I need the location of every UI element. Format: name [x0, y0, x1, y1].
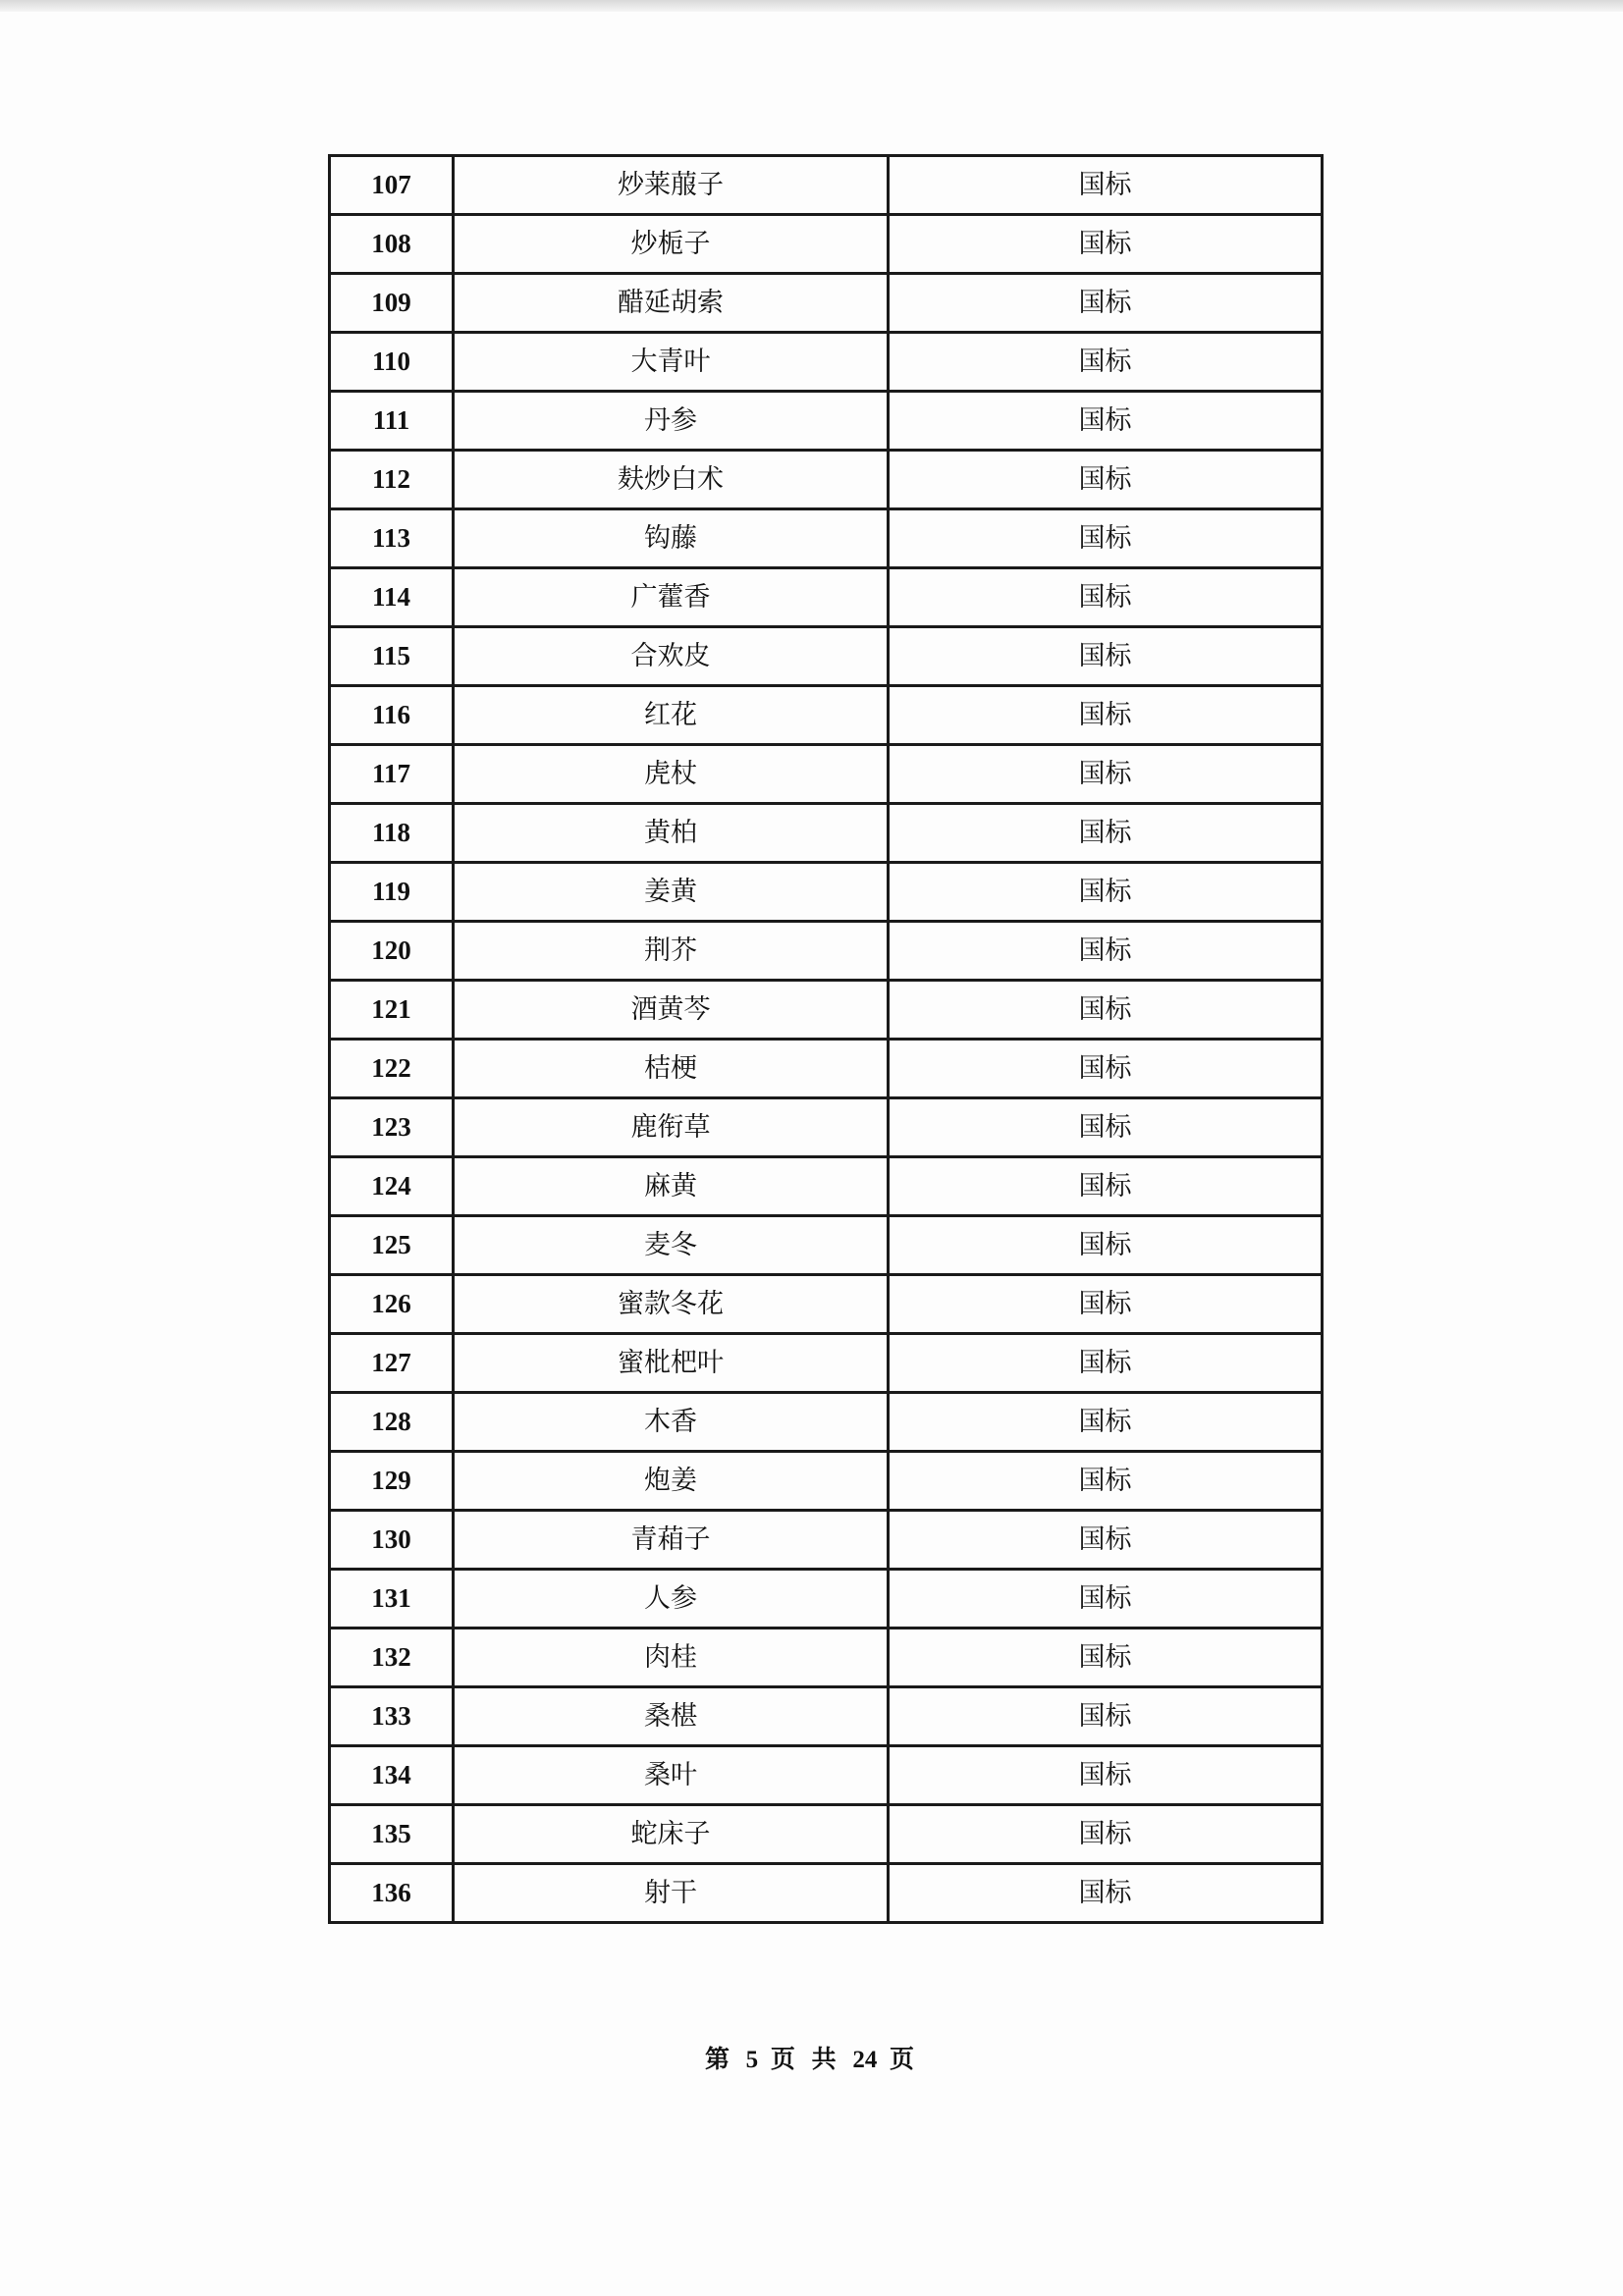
- row-number: 127: [330, 1334, 454, 1393]
- drug-name: 射干: [454, 1864, 889, 1923]
- standard-type: 国标: [889, 981, 1323, 1040]
- standard-type: 国标: [889, 1452, 1323, 1511]
- table-row: [330, 1511, 1323, 1570]
- row-number: 136: [330, 1864, 454, 1923]
- row-number: 124: [330, 1157, 454, 1216]
- standard-type: 国标: [889, 156, 1323, 215]
- drug-name: 人参: [454, 1570, 889, 1629]
- standard-type: 国标: [889, 1216, 1323, 1275]
- drug-name: 桔梗: [454, 1040, 889, 1098]
- table-row: [330, 922, 1323, 981]
- standard-type: 国标: [889, 451, 1323, 509]
- drug-name: 蜜枇杷叶: [454, 1334, 889, 1393]
- table-row: [330, 1746, 1323, 1805]
- row-number: 112: [330, 451, 454, 509]
- table-row: [330, 1275, 1323, 1334]
- standard-type: 国标: [889, 863, 1323, 922]
- table-row: [330, 1864, 1323, 1923]
- standard-type: 国标: [889, 1511, 1323, 1570]
- drug-name: 蛇床子: [454, 1805, 889, 1864]
- drug-name: 丹参: [454, 392, 889, 451]
- row-number: 114: [330, 568, 454, 627]
- standard-type: 国标: [889, 333, 1323, 392]
- table-row: [330, 1216, 1323, 1275]
- page-footer: [0, 2040, 1623, 2075]
- table-row: [330, 1452, 1323, 1511]
- standard-type: 国标: [889, 1040, 1323, 1098]
- table-row: [330, 804, 1323, 863]
- standard-type: 国标: [889, 922, 1323, 981]
- footer-prefix: 第: [704, 2045, 733, 2073]
- drug-name: 红花: [454, 686, 889, 745]
- row-number: 110: [330, 333, 454, 392]
- table-row: [330, 1687, 1323, 1746]
- table-row: [330, 1334, 1323, 1393]
- standard-type: 国标: [889, 686, 1323, 745]
- standard-type: 国标: [889, 215, 1323, 274]
- row-number: 122: [330, 1040, 454, 1098]
- row-number: 120: [330, 922, 454, 981]
- row-number: 125: [330, 1216, 454, 1275]
- table-row: [330, 1157, 1323, 1216]
- row-number: 132: [330, 1629, 454, 1687]
- table-row: [330, 215, 1323, 274]
- drug-name: 钩藤: [454, 509, 889, 568]
- table-body: [330, 156, 1323, 1923]
- row-number: 134: [330, 1746, 454, 1805]
- drug-name: 广藿香: [454, 568, 889, 627]
- table-row: [330, 1629, 1323, 1687]
- drug-name: 大青叶: [454, 333, 889, 392]
- row-number: 133: [330, 1687, 454, 1746]
- table-row: [330, 333, 1323, 392]
- standard-type: 国标: [889, 1805, 1323, 1864]
- standard-type: 国标: [889, 804, 1323, 863]
- row-number: 111: [330, 392, 454, 451]
- standard-type: 国标: [889, 274, 1323, 333]
- row-number: 126: [330, 1275, 454, 1334]
- table-row: [330, 745, 1323, 804]
- drug-name: 醋延胡索: [454, 274, 889, 333]
- standard-type: 国标: [889, 1629, 1323, 1687]
- table-row: [330, 627, 1323, 686]
- row-number: 123: [330, 1098, 454, 1157]
- standard-type: 国标: [889, 1275, 1323, 1334]
- drug-name: 荆芥: [454, 922, 889, 981]
- standard-type: 国标: [889, 1157, 1323, 1216]
- standard-type: 国标: [889, 1570, 1323, 1629]
- table-row: [330, 274, 1323, 333]
- row-number: 118: [330, 804, 454, 863]
- drug-name: 黄柏: [454, 804, 889, 863]
- standard-type: 国标: [889, 627, 1323, 686]
- standard-type: 国标: [889, 1334, 1323, 1393]
- row-number: 129: [330, 1452, 454, 1511]
- footer-suffix: 页: [890, 2045, 919, 2073]
- drug-name: 麻黄: [454, 1157, 889, 1216]
- row-number: 121: [330, 981, 454, 1040]
- standard-type: 国标: [889, 568, 1323, 627]
- row-number: 131: [330, 1570, 454, 1629]
- row-number: 109: [330, 274, 454, 333]
- drug-name: 虎杖: [454, 745, 889, 804]
- row-number: 115: [330, 627, 454, 686]
- drug-name: 肉桂: [454, 1629, 889, 1687]
- table-row: [330, 451, 1323, 509]
- drug-name: 麦冬: [454, 1216, 889, 1275]
- standard-type: 国标: [889, 1687, 1323, 1746]
- row-number: 116: [330, 686, 454, 745]
- footer-middle: 页 共: [770, 2045, 840, 2073]
- drug-standard-table: [328, 154, 1324, 1924]
- table-row: [330, 392, 1323, 451]
- drug-name: 桑椹: [454, 1687, 889, 1746]
- row-number: 119: [330, 863, 454, 922]
- drug-name: 炮姜: [454, 1452, 889, 1511]
- drug-name: 青葙子: [454, 1511, 889, 1570]
- drug-name: 蜜款冬花: [454, 1275, 889, 1334]
- table-row: [330, 1393, 1323, 1452]
- table-row: [330, 1570, 1323, 1629]
- drug-name: 木香: [454, 1393, 889, 1452]
- row-number: 128: [330, 1393, 454, 1452]
- drug-name: 酒黄芩: [454, 981, 889, 1040]
- standard-type: 国标: [889, 1746, 1323, 1805]
- drug-name: 姜黄: [454, 863, 889, 922]
- row-number: 108: [330, 215, 454, 274]
- standard-type: 国标: [889, 1393, 1323, 1452]
- footer-page-number: 5: [745, 2047, 759, 2073]
- table-row: [330, 1805, 1323, 1864]
- row-number: 107: [330, 156, 454, 215]
- drug-name: 炒栀子: [454, 215, 889, 274]
- row-number: 130: [330, 1511, 454, 1570]
- drug-name: 鹿衔草: [454, 1098, 889, 1157]
- drug-name: 桑叶: [454, 1746, 889, 1805]
- standard-type: 国标: [889, 392, 1323, 451]
- table-row: [330, 156, 1323, 215]
- standard-type: 国标: [889, 1098, 1323, 1157]
- standard-type: 国标: [889, 1864, 1323, 1923]
- drug-name: 炒莱菔子: [454, 156, 889, 215]
- table-row: [330, 686, 1323, 745]
- table-row: [330, 981, 1323, 1040]
- drug-name: 合欢皮: [454, 627, 889, 686]
- table-row: [330, 568, 1323, 627]
- standard-type: 国标: [889, 745, 1323, 804]
- standard-type: 国标: [889, 509, 1323, 568]
- scan-edge: [0, 0, 1623, 12]
- drug-name: 麸炒白术: [454, 451, 889, 509]
- table-row: [330, 863, 1323, 922]
- table-row: [330, 1040, 1323, 1098]
- row-number: 113: [330, 509, 454, 568]
- row-number: 117: [330, 745, 454, 804]
- table-row: [330, 1098, 1323, 1157]
- footer-total-pages: 24: [852, 2047, 878, 2073]
- table-row: [330, 509, 1323, 568]
- row-number: 135: [330, 1805, 454, 1864]
